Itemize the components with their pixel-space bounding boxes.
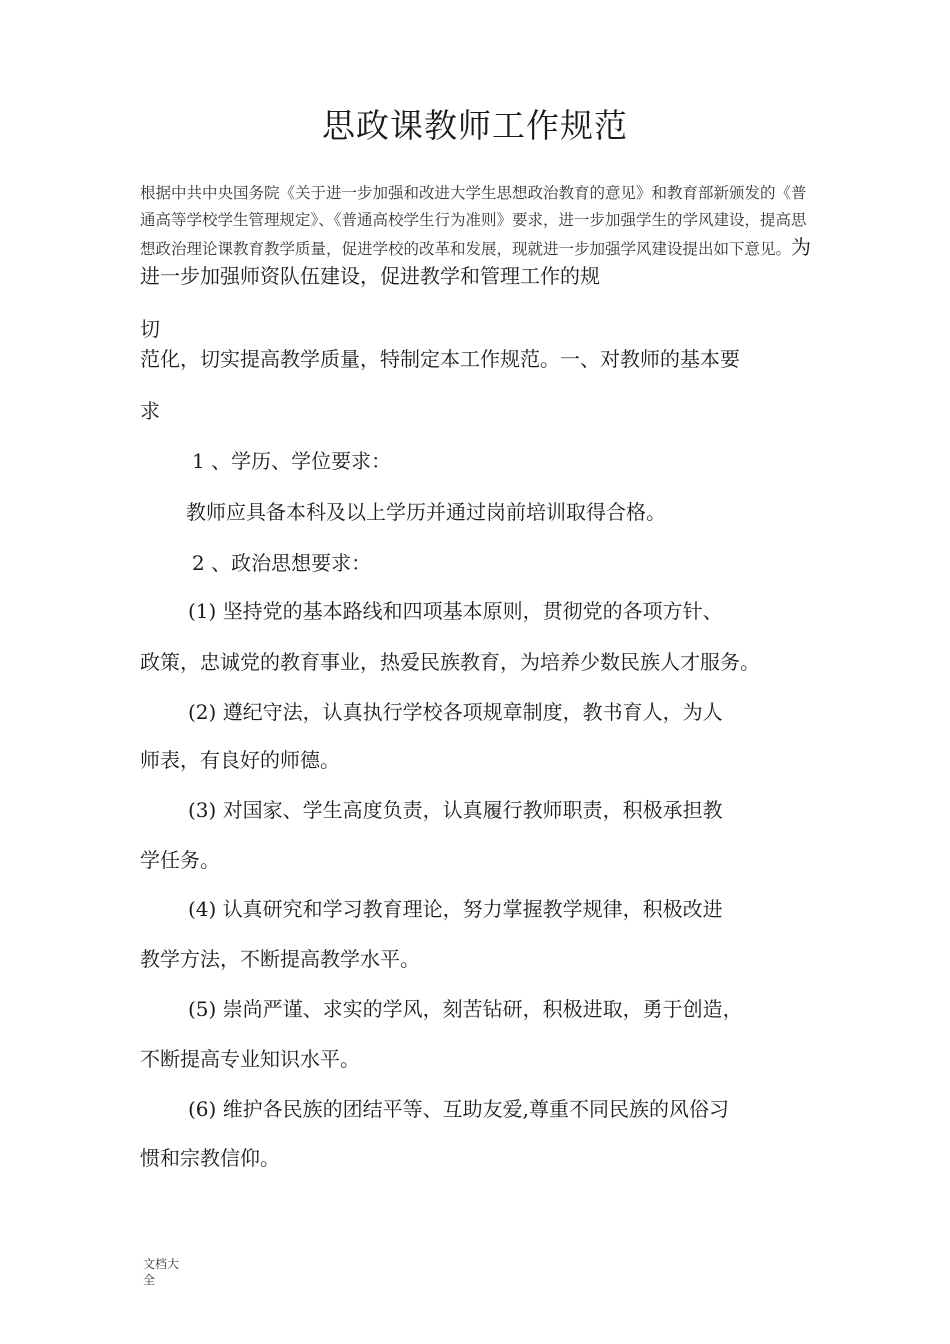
list-item-2: (2) 遵纪守法，认真执行学校各项规章制度，教书育人，为人	[188, 700, 723, 724]
text-line: 师表，有良好的师德。	[140, 748, 340, 772]
list-item-3: (3) 对国家、学生高度负责，认真履行教师职责，积极承担教	[188, 798, 723, 822]
document-title: 思政课教师工作规范	[322, 106, 628, 145]
list-item-1: (1) 坚持党的基本路线和四项基本原则，贯彻党的各项方针、	[188, 599, 723, 623]
list-item-4: (4) 认真研究和学习教育理论，努力掌握教学规律，积极改进	[188, 897, 723, 921]
section-heading-political: 2 、政治思想要求：	[192, 551, 372, 575]
text-line: 政策，忠诚党的教育事业，热爱民族教育，为培养少数民族人才服务。	[140, 650, 760, 674]
text-line: 惯和宗教信仰。	[140, 1146, 280, 1170]
text-line: 范化，切实提高教学质量，特制定本工作规范。一、对教师的基本要	[140, 347, 740, 371]
text-line: 求	[140, 399, 160, 423]
list-item-5: (5) 崇尚严谨、求实的学风，刻苦钻研，积极进取，勇于创造，	[188, 997, 743, 1021]
text-line: 不断提高专业知识水平。	[140, 1047, 360, 1071]
text-line: 教学方法，不断提高教学水平。	[140, 947, 420, 971]
page-footer: 文档大全	[143, 1257, 180, 1287]
intro-small-text: 根据中共中央国务院《关于进一步加强和改进大学生思想政治教育的意见》和教育部新颁发的《普通高等学校学生管理规定》、《普通高校学生行为准则》要求，进一步加强学生的学风建设，提高思想政治理论课教育教学质量，促进学校的改革和发展，现就进一步加强学风建设提出如下意见。	[140, 184, 807, 258]
section-heading-education: 1 、学历、学位要求：	[192, 449, 392, 473]
list-item-6: (6) 维护各民族的团结平等、互助友爱,尊重不同民族的风俗习	[188, 1097, 730, 1121]
text-line: 教师应具备本科及以上学历并通过岗前培训取得合格。	[186, 500, 666, 524]
intro-large-text: 为进一步加强师资队伍建设，促进教学和管理工作的规	[140, 235, 812, 288]
intro-paragraph	[140, 180, 820, 292]
text-line: 学任务。	[140, 848, 220, 872]
text-line-continuation: 切	[140, 317, 160, 341]
